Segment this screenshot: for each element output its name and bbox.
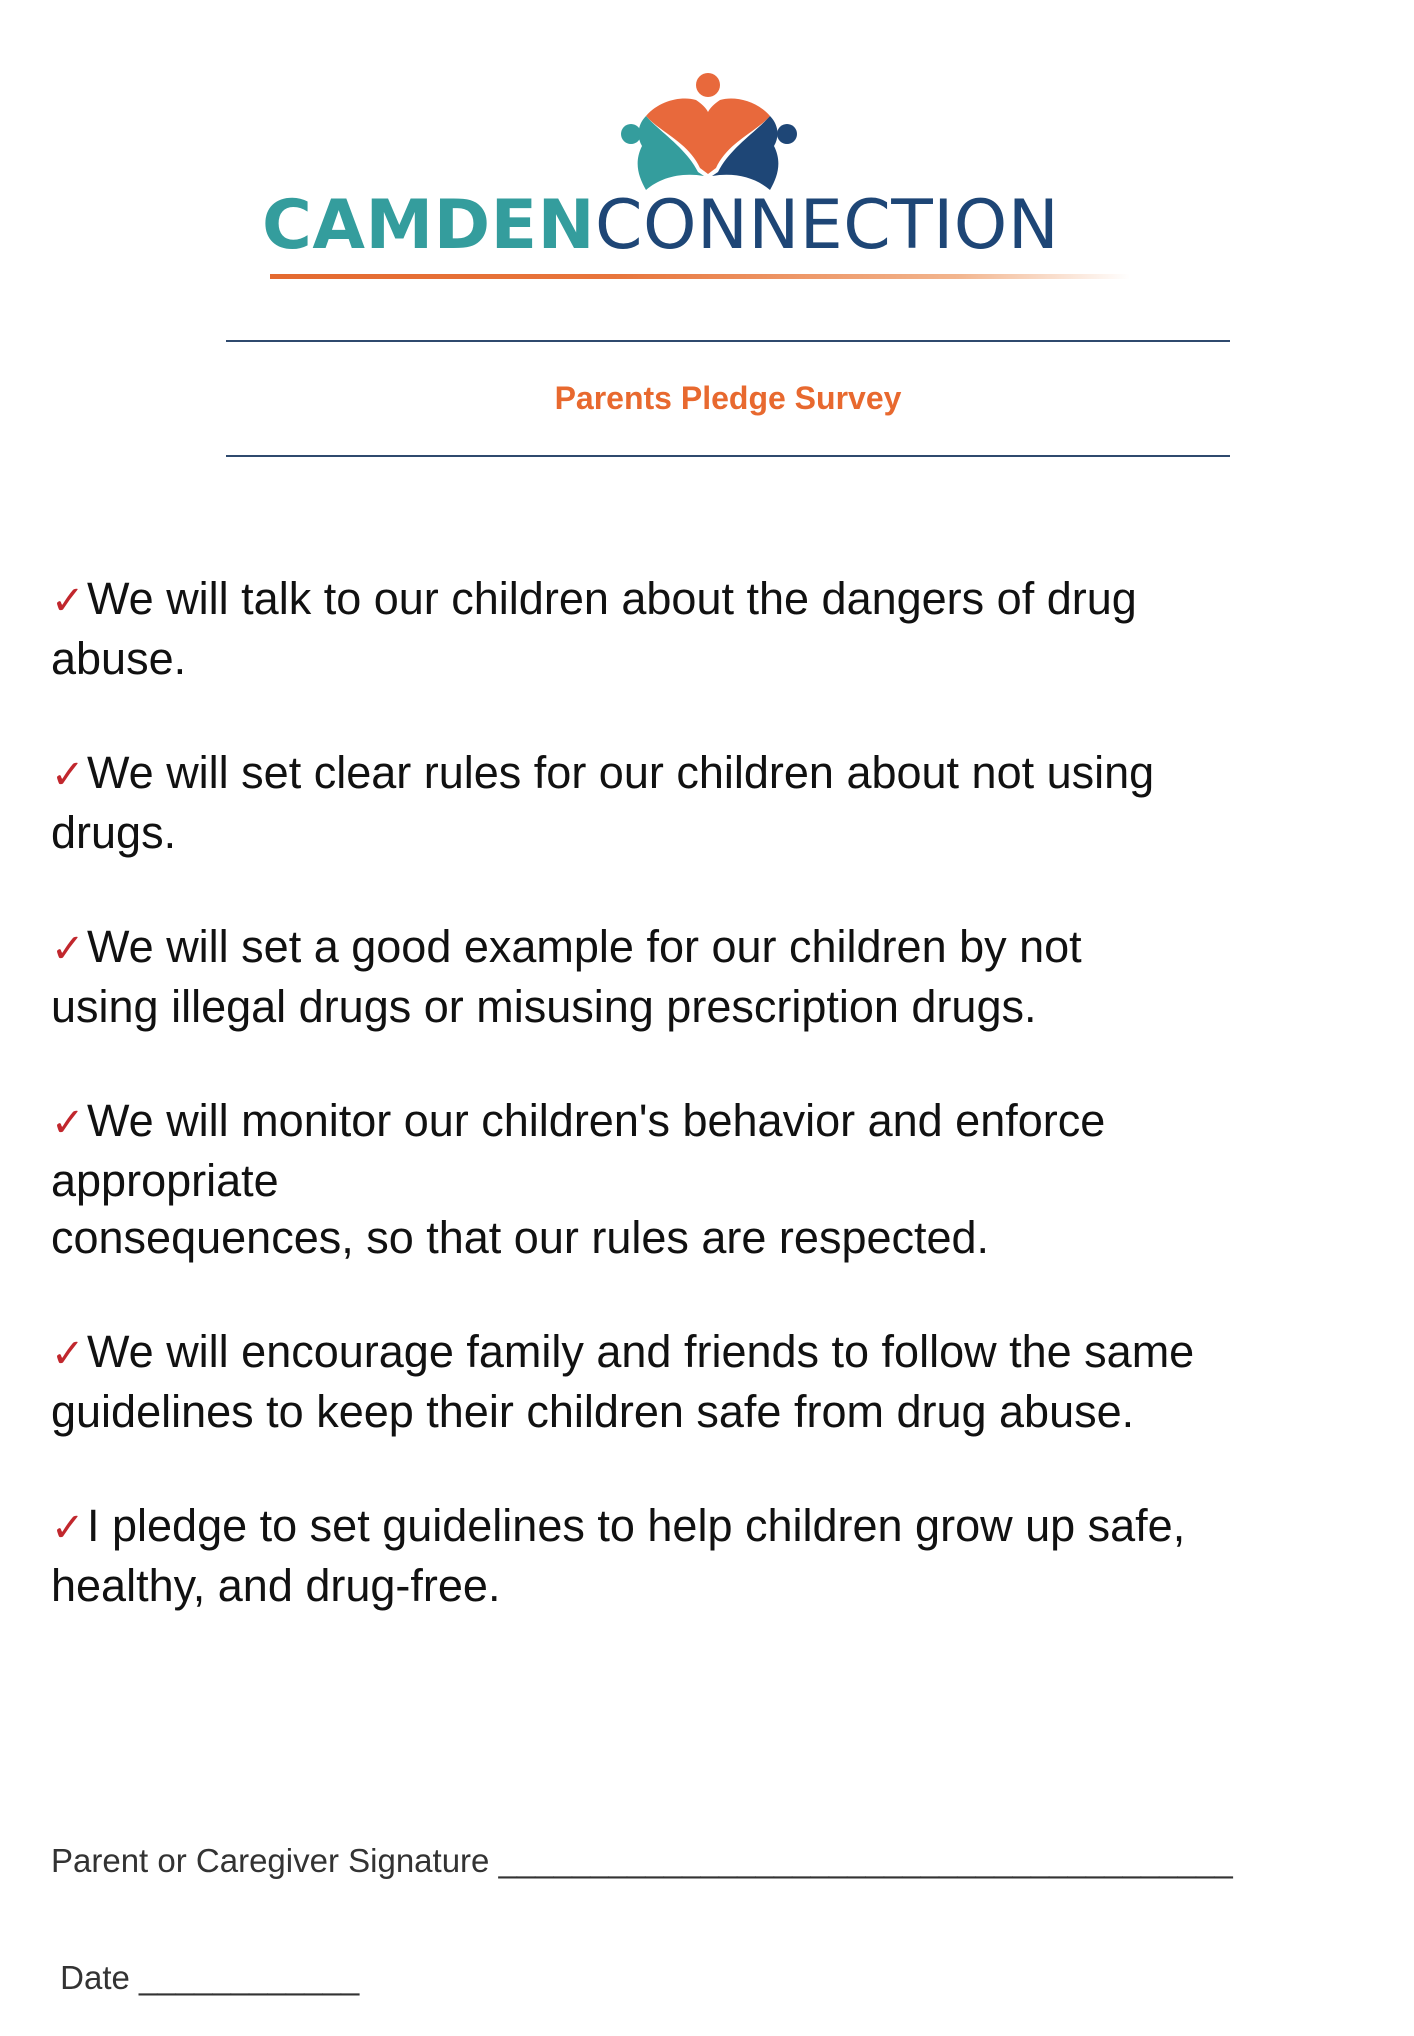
pledge-list xyxy=(51,570,1411,1671)
camden-connection-logo-emblem xyxy=(620,72,798,190)
pledge-line: abuse. xyxy=(51,633,187,684)
pledge-item-6 xyxy=(51,1497,1411,1614)
signature-field[interactable]: ________________________________________ xyxy=(498,1842,1233,1879)
signature-label: Parent or Caregiver Signature xyxy=(51,1842,490,1879)
checkmark-icon: ✓ xyxy=(51,578,85,624)
pledge-line: using illegal drugs or misusing prescription drugs. xyxy=(51,981,1037,1032)
pledge-text: We will monitor our children's behavior and enforce xyxy=(87,1095,1106,1146)
pledge-line xyxy=(51,570,1411,630)
pledge-item-5 xyxy=(51,1323,1411,1440)
pledge-text: We will talk to our children about the dangers of drug xyxy=(87,573,1137,624)
pledge-text: We will set a good example for our children by not xyxy=(87,921,1082,972)
pledge-text: I pledge to set guidelines to help children grow up safe, xyxy=(87,1500,1186,1551)
pledge-line: guidelines to keep their children safe from drug abuse. xyxy=(51,1386,1135,1437)
pledge-line xyxy=(51,918,1411,978)
pledge-item-4 xyxy=(51,1092,1411,1266)
pledge-text: We will set clear rules for our children about not using xyxy=(87,747,1155,798)
pledge-line: appropriate xyxy=(51,1155,279,1206)
pledge-item-1 xyxy=(51,570,1411,687)
logo-head-left-icon xyxy=(621,124,641,144)
pledge-line xyxy=(51,1323,1411,1383)
checkmark-icon: ✓ xyxy=(51,1505,85,1551)
signature-block xyxy=(51,1763,1233,2036)
pledge-item-3 xyxy=(51,918,1411,1035)
title-divider-top xyxy=(226,340,1230,342)
pledge-line xyxy=(51,744,1411,804)
signature-row xyxy=(51,1841,1233,1880)
title-divider-bottom xyxy=(226,455,1230,457)
pledge-item-2 xyxy=(51,744,1411,861)
date-label: Date xyxy=(51,1959,130,1996)
logo-head-right-icon xyxy=(777,124,797,144)
logo-word-connection: CONNECTION xyxy=(595,186,1060,265)
checkmark-icon: ✓ xyxy=(51,752,85,798)
logo-underline-bar xyxy=(270,274,1130,279)
pledge-line xyxy=(51,1092,1411,1152)
checkmark-icon: ✓ xyxy=(51,1331,85,1377)
date-row xyxy=(51,1958,1233,1997)
pledge-line xyxy=(51,1497,1411,1557)
logo-word-camden: CAMDEN xyxy=(262,186,596,265)
page-title: Parents Pledge Survey xyxy=(554,380,902,416)
pledge-text: We will encourage family and friends to follow the same xyxy=(87,1326,1195,1377)
date-field[interactable]: ____________ xyxy=(139,1959,360,1996)
pledge-line: consequences, so that our rules are respected. xyxy=(51,1212,990,1263)
camden-connection-wordmark xyxy=(262,186,1059,266)
checkmark-icon: ✓ xyxy=(51,926,85,972)
pledge-line: drugs. xyxy=(51,807,177,858)
logo-head-center-icon xyxy=(696,73,720,97)
pledge-line: healthy, and drug-free. xyxy=(51,1560,501,1611)
checkmark-icon: ✓ xyxy=(51,1100,85,1146)
